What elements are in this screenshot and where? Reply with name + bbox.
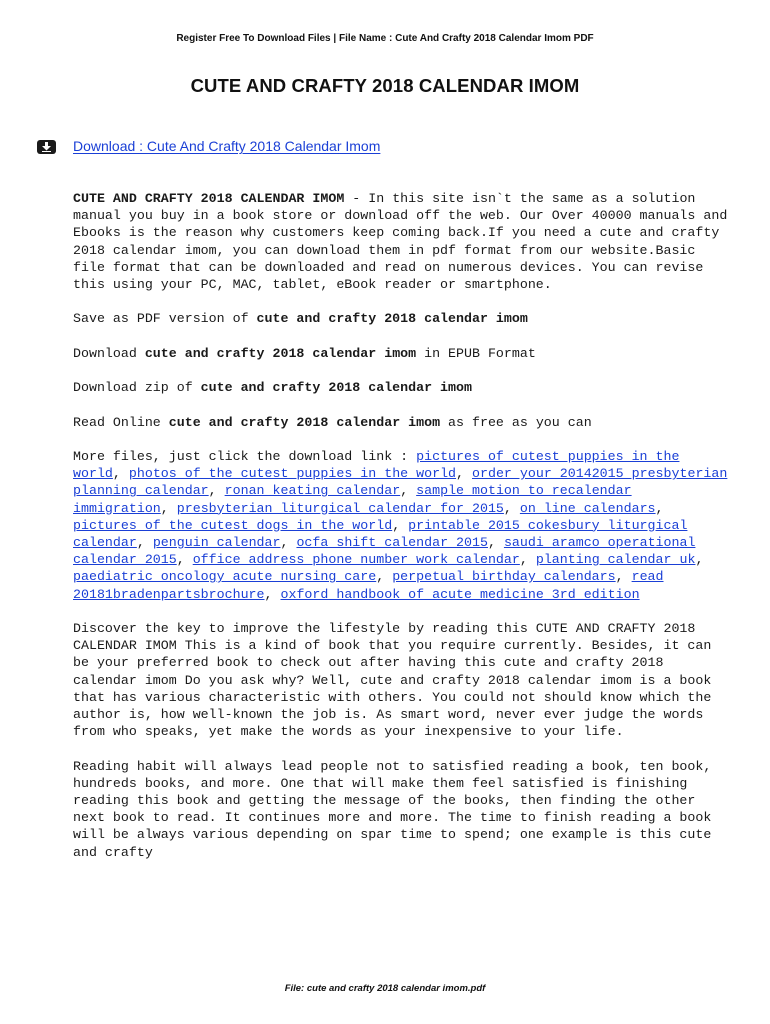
zip-prefix: Download zip of	[73, 380, 201, 396]
read-online-line	[73, 414, 733, 431]
download-row	[37, 138, 380, 154]
save-prefix: Save as PDF version of	[73, 311, 257, 327]
more-file-link[interactable]: sample motion to recalendar immigration	[73, 483, 632, 516]
save-bold: cute and crafty 2018 calendar imom	[256, 311, 528, 327]
more-files-paragraph: More files, just click the download link : pictures of cutest puppies in the world, photos of the cutest puppies in the world, order your 20142015 presbyterian planning calendar, ronan keating calendar, sample motion to recalendar immigration, presbyterian liturgical calendar for 2015, on line calendars, pictures of the cutest dogs in the world, printable 2015 cokesbury liturgical calendar, penguin calendar, ocfa shift calendar 2015, saudi aramco operational calendar 2015, office address phone number work calendar, planting calendar uk, paediatric oncology acute nursing care, perpetual birthday calendars, read 20181bradenpartsbrochure, oxford handbook of acute medicine 3rd edition	[73, 448, 728, 602]
more-file-link[interactable]: photos of the cutest puppies in the world	[128, 466, 457, 482]
read-prefix: Read Online	[73, 414, 169, 430]
page-title: CUTE AND CRAFTY 2018 CALENDAR IMOM	[190, 75, 580, 96]
more-file-link[interactable]: ocfa shift calendar 2015	[296, 534, 488, 550]
more-file-link[interactable]: presbyterian liturgical calendar for 2015	[176, 500, 504, 516]
save-pdf-line	[73, 310, 733, 327]
download-icon[interactable]	[37, 140, 56, 154]
intro-text: - In this site isn`t the same as a solution manual you buy in a book store or download off the web. Our Over 40000 manuals and Ebooks is the reason why customers keep coming back.If you need a cute and crafty 2018 calendar imom, you can download them in pdf format from our website.Basic file format that can be downloaded and read on numerous devices. You can revise this using your PC, MAC, tablet, eBook reader or smartphone.	[73, 191, 728, 293]
page-footer: File: cute and crafty 2018 calendar imom.pdf	[284, 983, 486, 994]
more-file-link[interactable]: on line calendars	[519, 500, 656, 516]
page-header: Register Free To Download Files | File Name : Cute And Crafty 2018 Calendar Imom PDF	[176, 33, 594, 44]
intro-bold-title: CUTE AND CRAFTY 2018 CALENDAR IMOM	[73, 191, 345, 206]
more-file-link[interactable]: office address phone number work calendar	[192, 552, 520, 568]
more-file-link[interactable]: penguin calendar	[152, 534, 281, 550]
download-epub-line	[73, 345, 733, 362]
download-suffix: in EPUB Format	[416, 345, 536, 361]
more-file-link[interactable]: order your 20142015 presbyterian planning calendar	[73, 466, 728, 499]
intro-paragraph	[73, 190, 733, 293]
more-files-prefix: More files, just click the download link :	[73, 448, 417, 464]
download-link[interactable]: Download : Cute And Crafty 2018 Calendar Imom	[73, 138, 381, 154]
more-file-link[interactable]: perpetual birthday calendars	[392, 569, 616, 585]
read-bold: cute and crafty 2018 calendar imom	[168, 414, 441, 430]
download-bold: cute and crafty 2018 calendar imom	[144, 345, 417, 361]
more-file-link[interactable]: paediatric oncology acute nursing care	[73, 569, 377, 585]
more-file-link[interactable]: planting calendar uk	[535, 552, 696, 568]
read-suffix: as free as you can	[440, 414, 592, 430]
more-file-link[interactable]: printable 2015 cokesbury liturgical calendar	[73, 517, 688, 550]
more-file-link[interactable]: pictures of cutest puppies in the world	[73, 448, 680, 482]
download-prefix: Download	[73, 345, 145, 361]
more-file-link[interactable]: ronan keating calendar	[224, 483, 401, 499]
more-file-link[interactable]: pictures of the cutest dogs in the world	[73, 517, 393, 533]
more-file-link[interactable]: oxford handbook of acute medicine 3rd edition	[280, 586, 640, 602]
zip-bold: cute and crafty 2018 calendar imom	[200, 380, 472, 396]
document-body	[73, 190, 733, 878]
reading-paragraph: Reading habit will always lead people not to satisfied reading a book, ten book, hundreds books, and more. One that will make them feel satisfied is finishing reading this book and getting the message of the books, then finding the other next book to read. It continues more and more. The time to finish reading a book will be always various depending on spar time to spend; one example is this cute and crafty	[73, 758, 712, 860]
download-zip-line	[73, 379, 733, 396]
more-file-link[interactable]: read 20181bradenpartsbrochure	[73, 569, 664, 602]
more-file-link[interactable]: saudi aramco operational calendar 2015	[73, 534, 696, 568]
discover-paragraph: Discover the key to improve the lifestyle by reading this CUTE AND CRAFTY 2018 CALENDAR IMOM This is a kind of book that you require currently. Besides, it can be your preferred book to check out after having this cute and crafty 2018 calendar imom Do you ask why? Well, cute and crafty 2018 calendar imom is a book that has various characteristic with others. You could not should know which the author is, how well-known the job is. As smart word, never ever judge the words from who speaks, yet make the words as your inexpensive to your life.	[73, 620, 712, 740]
